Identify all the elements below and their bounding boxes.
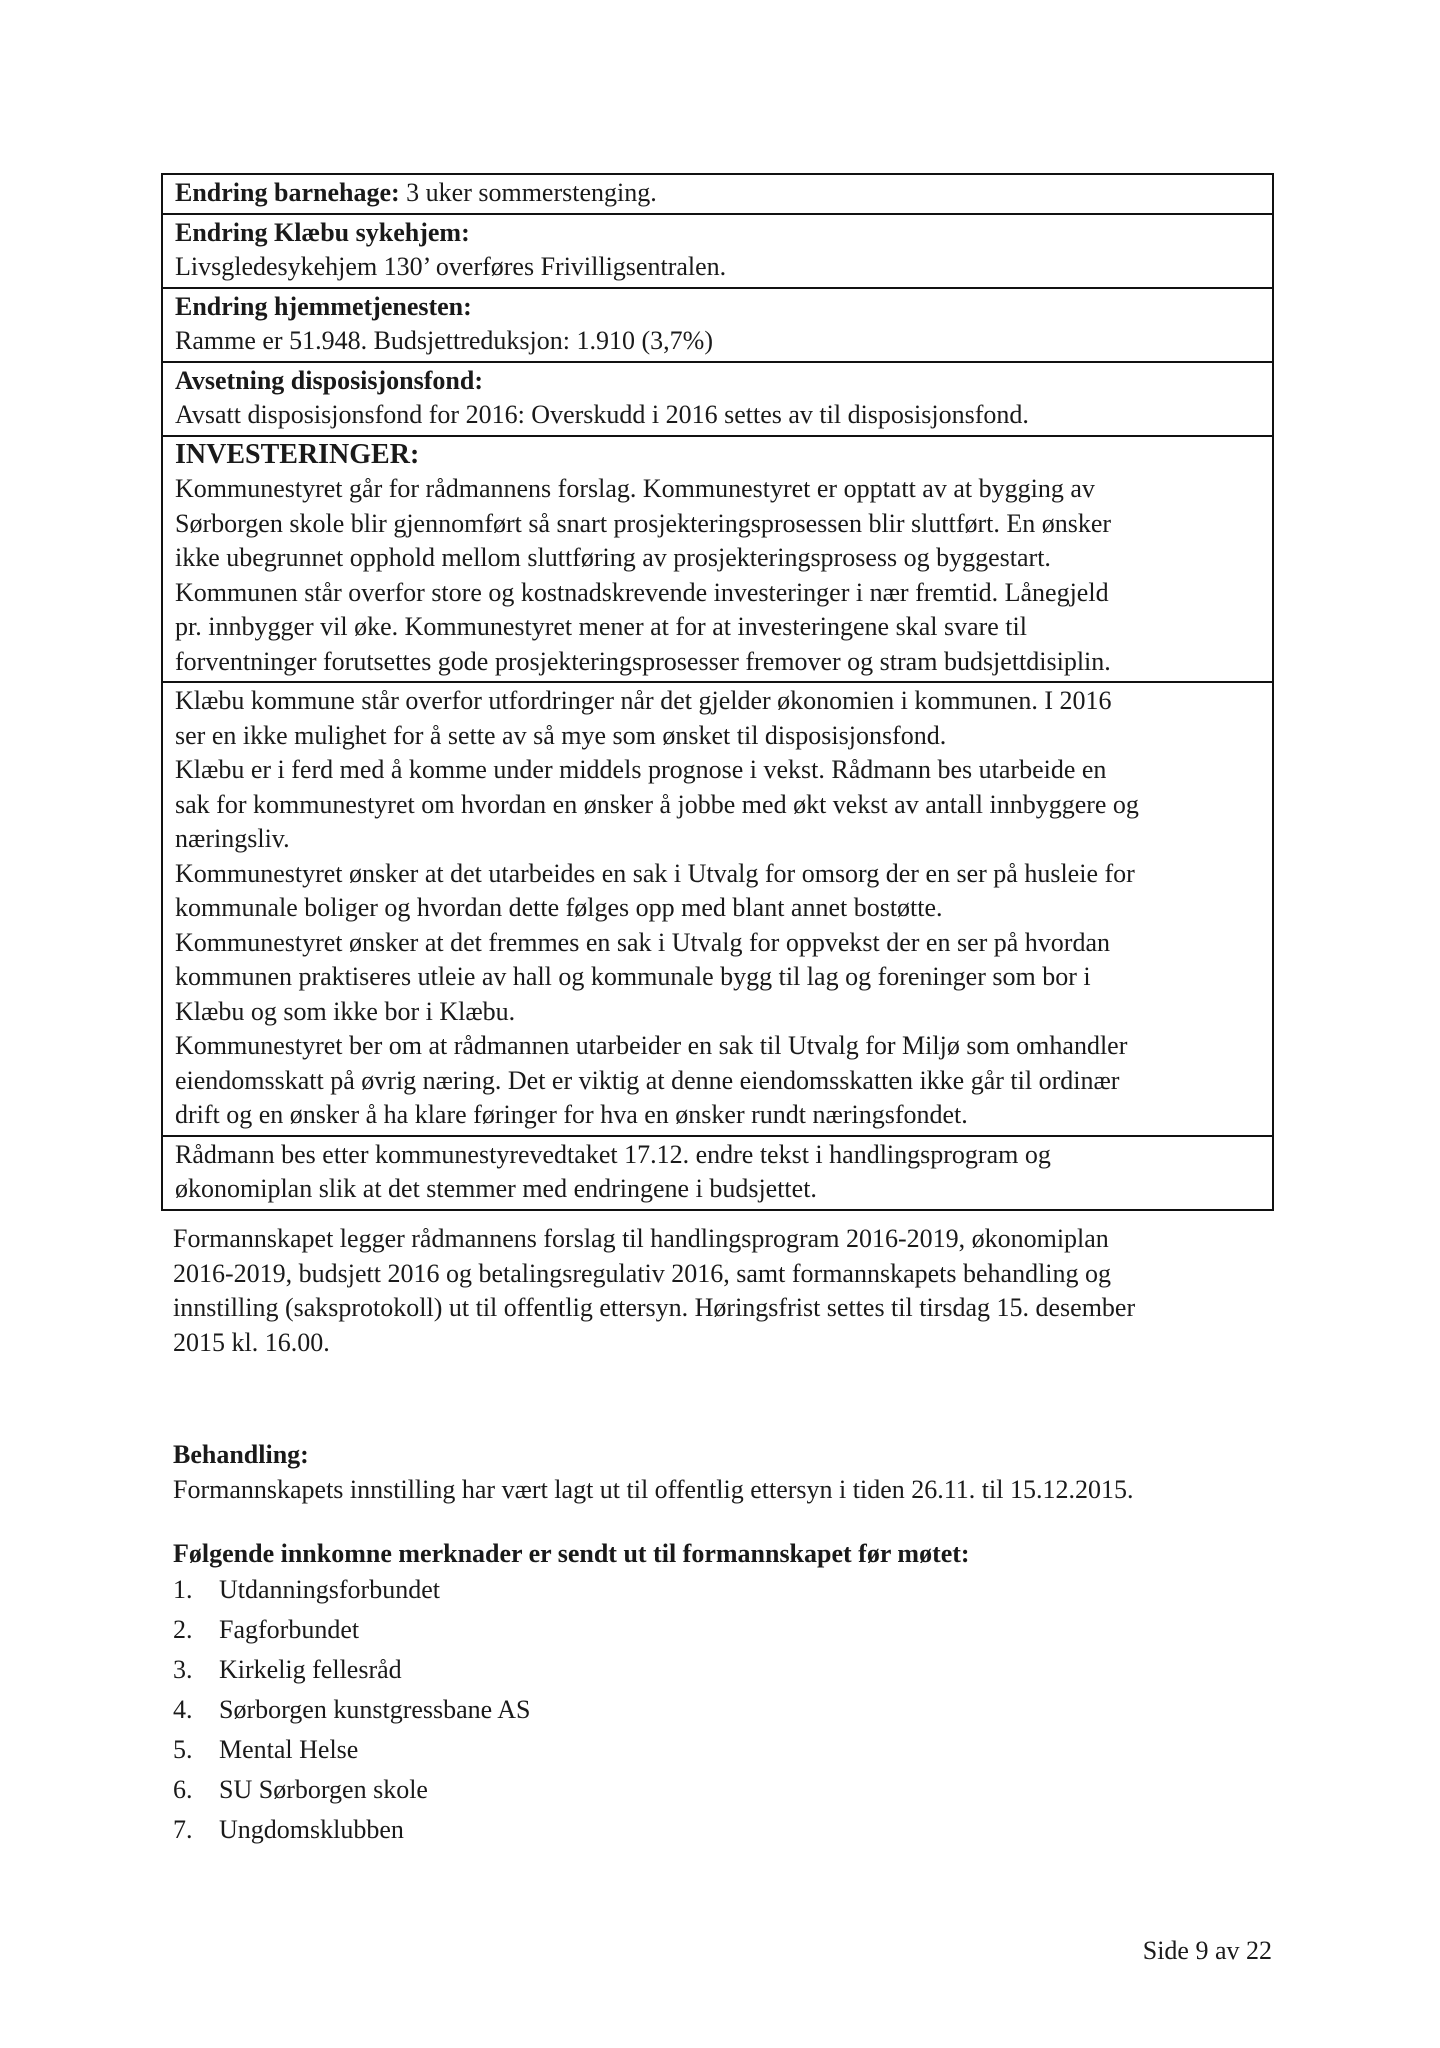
row-line: Ramme er 51.948. Budsjettreduksjon: 1.910 (3,7%) xyxy=(175,326,713,355)
row-heading: Endring Klæbu sykehjem: xyxy=(175,217,470,247)
row-heading: Endring hjemmetjenesten: xyxy=(175,291,472,321)
row-heading: Avsetning disposisjonsfond: xyxy=(175,365,484,395)
behandling-heading: Behandling: xyxy=(173,1440,309,1469)
row-line: eiendomsskatt på øvrig næring. Det er viktig at denne eiendomsskatten ikke går til ordinær xyxy=(175,1065,1120,1095)
formannskapet-paragraph xyxy=(173,1222,1273,1360)
row-endring-barnehage xyxy=(162,174,1273,214)
table-row xyxy=(162,174,1273,214)
row-line: økonomiplan slik at det stemmer med endringene i budsjettet. xyxy=(175,1174,817,1203)
list-item: 7. Ungdomsklubben xyxy=(173,1815,404,1844)
row-line: kommunen praktiseres utleie av hall og kommunale bygg til lag og foreninger som bor i xyxy=(175,962,1091,991)
row-line: Kommunestyret går for rådmannens forslag. Kommunestyret er opptatt av at bygging av xyxy=(175,474,1095,503)
row-line: ser en ikke mulighet for å sette av så mye som ønsket til disposisjonsfond. xyxy=(175,720,947,750)
table-row xyxy=(162,362,1273,436)
list-item: 3. Kirkelig fellesråd xyxy=(173,1655,402,1684)
row-investeringer xyxy=(162,436,1273,683)
table-row xyxy=(162,436,1273,683)
list-item: 5. Mental Helse xyxy=(173,1735,359,1764)
row-line: Klæbu kommune står overfor utfordringer når det gjelder økonomien i kommunen. I 2016 xyxy=(175,686,1112,715)
row-line: kommunale boliger og hvordan dette følges opp med blant annet bostøtte. xyxy=(175,893,943,922)
row-okonomi-tiltak xyxy=(162,682,1273,1136)
list-item: 1. Utdanningsforbundet xyxy=(173,1575,440,1604)
row-radmann-tekst xyxy=(162,1136,1273,1210)
row-line: pr. innbygger vil øke. Kommunestyret mener at for at investeringene skal svare til xyxy=(175,612,1027,641)
row-line: Kommunestyret ønsker at det fremmes en sak i Utvalg for oppvekst der en ser på hvordan xyxy=(175,927,1111,957)
row-line: Livsgledesykehjem 130’ overføres Frivilligsentralen. xyxy=(175,252,727,281)
behandling-text: Formannskapets innstilling har vært lagt ut til offentlig ettersyn i tiden 26.11. til 15.12.2015. xyxy=(173,1474,1134,1504)
row-line: sak for kommunestyret om hvordan en ønsker å jobbe med økt vekst av antall innbyggere og xyxy=(175,789,1139,819)
behandling-section xyxy=(173,1438,1273,1507)
paragraph-line: innstilling (saksprotokoll) ut til offentlig ettersyn. Høringsfrist settes til tirsdag 15. desember xyxy=(173,1293,1136,1322)
paragraph-line: 2016-2019, budsjett 2016 og betalingsregulativ 2016, samt formannskapets behandling og xyxy=(173,1258,1112,1288)
row-line: Kommunestyret ber om at rådmannen utarbeider en sak til Utvalg for Miljø som omhandler xyxy=(175,1031,1128,1060)
row-heading: INVESTERINGER: xyxy=(175,438,420,470)
merknader-section xyxy=(173,1537,1273,1572)
paragraph-line: 2015 kl. 16.00. xyxy=(173,1327,330,1357)
budget-changes-table xyxy=(161,173,1274,1211)
merknader-heading: Følgende innkomne merknader er sendt ut til formannskapet før møtet: xyxy=(173,1539,970,1568)
row-avsetning-disposisjonsfond xyxy=(162,362,1273,436)
row-line: Klæbu er i ferd med å komme under middels prognose i vekst. Rådmann bes utarbeide en xyxy=(175,755,1107,784)
row-endring-hjemmetjenesten xyxy=(162,288,1273,362)
row-line: Klæbu og som ikke bor i Klæbu. xyxy=(175,996,516,1026)
row-heading: Endring barnehage: xyxy=(175,178,400,207)
merknader-list xyxy=(173,1570,531,1850)
row-line: Kommunestyret ønsker at det utarbeides en sak i Utvalg for omsorg der en ser på husleie for xyxy=(175,858,1135,888)
row-line: Avsatt disposisjonsfond for 2016: Overskudd i 2016 settes av til disposisjonsfond. xyxy=(175,400,1029,429)
row-text: 3 uker sommerstenging. xyxy=(399,178,657,207)
table-row xyxy=(162,214,1273,288)
row-line: næringsliv. xyxy=(175,824,290,853)
table-row xyxy=(162,1136,1273,1210)
row-line: forventninger forutsettes gode prosjekteringsprosesser fremover og stram budsjettdisiplin. xyxy=(175,646,1111,676)
row-line: Kommunen står overfor store og kostnadskrevende investeringer i nær fremtid. Lånegjeld xyxy=(175,577,1109,607)
row-line: ikke ubegrunnet opphold mellom sluttføring av prosjekteringsprosess og byggestart. xyxy=(175,543,1051,572)
table-row xyxy=(162,288,1273,362)
page-number: Side 9 av 22 xyxy=(1142,1936,1272,1965)
list-item: 6. SU Sørborgen skole xyxy=(173,1775,428,1804)
paragraph-line: Formannskapet legger rådmannens forslag til handlingsprogram 2016-2019, økonomiplan xyxy=(173,1224,1109,1253)
table-row xyxy=(162,682,1273,1136)
row-line: Sørborgen skole blir gjennomført så snart prosjekteringsprosessen blir sluttført. En ønsker xyxy=(175,508,1112,538)
row-line: Rådmann bes etter kommunestyrevedtaket 17.12. endre tekst i handlingsprogram og xyxy=(175,1139,1051,1169)
list-item: 4. Sørborgen kunstgressbane AS xyxy=(173,1695,531,1724)
row-endring-sykehjem xyxy=(162,214,1273,288)
row-line: drift og en ønsker å ha klare føringer for hva en ønsker rundt næringsfondet. xyxy=(175,1100,968,1129)
list-item: 2. Fagforbundet xyxy=(173,1615,360,1644)
